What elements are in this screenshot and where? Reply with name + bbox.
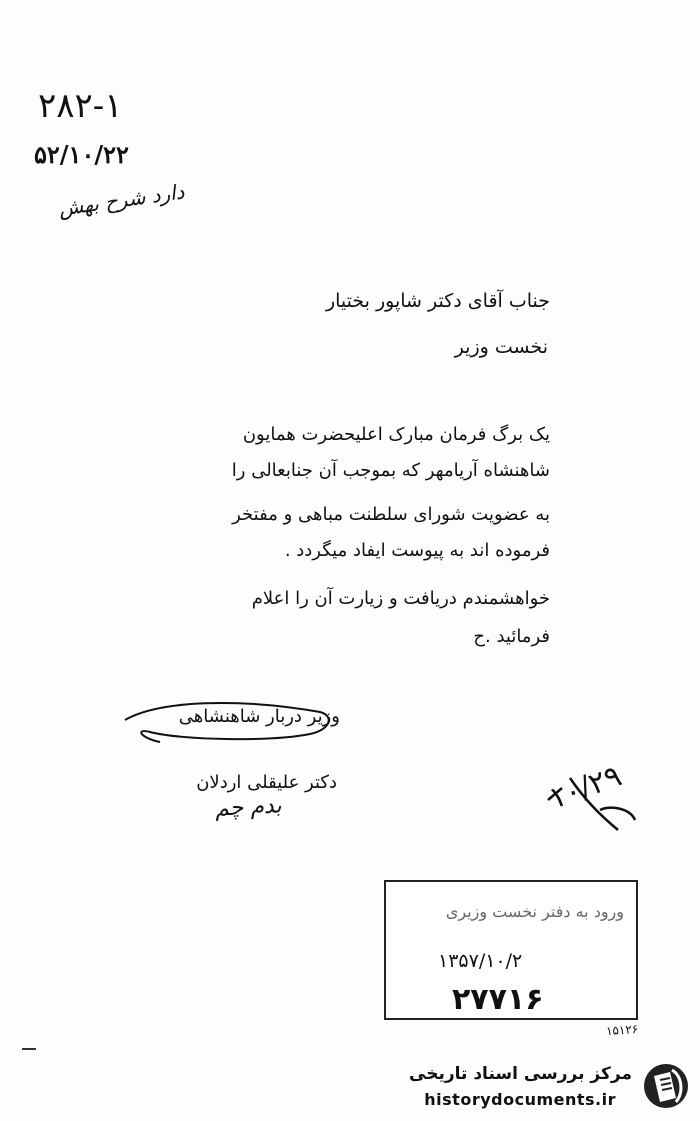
margin-tick — [22, 1048, 36, 1050]
reference-number: ۲۸۲-۱ — [38, 86, 123, 126]
brand-url: historydocuments.ir — [424, 1090, 616, 1109]
signature-stroke — [120, 690, 340, 750]
receipt-stamp — [384, 880, 638, 1020]
signature: بدم چم — [214, 793, 283, 822]
body-line: شاهنشاه آریامهر که بموجب آن جنابعالی را — [231, 460, 550, 481]
signer-name: دکتر علیقلی اردلان — [196, 772, 337, 793]
stamp-office-line: ورود به دفتر نخست وزیری — [445, 902, 624, 921]
watermark-branding — [410, 1058, 700, 1121]
archive-logo-icon — [642, 1062, 690, 1110]
signer-title: وزیر دربار شاهنشاهی — [178, 706, 340, 727]
reference-note: دارد شرح بهش — [56, 179, 186, 221]
addressee-title: نخست وزیر — [454, 336, 548, 358]
body-line: یک برگ فرمان مبارک اعلیحضرت همایون — [242, 424, 550, 445]
stamp-footnote: ۱۵۱۲۶ — [605, 1021, 639, 1039]
margin-annotation: ۱۰/۲۹ — [544, 758, 627, 817]
addressee: جناب آقای دکتر شاپور بختیار — [325, 290, 550, 312]
brand-name: مرکز بررسی اسناد تاریخی — [409, 1064, 632, 1084]
stamp-number: ۲۷۷۱۶ — [452, 982, 544, 1017]
body-line: فرموده اند به پیوست ایفاد میگردد . — [284, 540, 550, 561]
body-line: فرمائید .ح — [473, 626, 550, 647]
body-line: به عضویت شورای سلطنت مباهی و مفتخر — [232, 504, 550, 525]
stamp-date: ۱۳۵۷/۱۰/۲ — [438, 950, 523, 972]
body-line: خواهشمندم دریافت و زیارت آن را اعلام — [251, 588, 550, 609]
reference-date: ۵۲/۱۰/۲۲ — [34, 140, 129, 169]
